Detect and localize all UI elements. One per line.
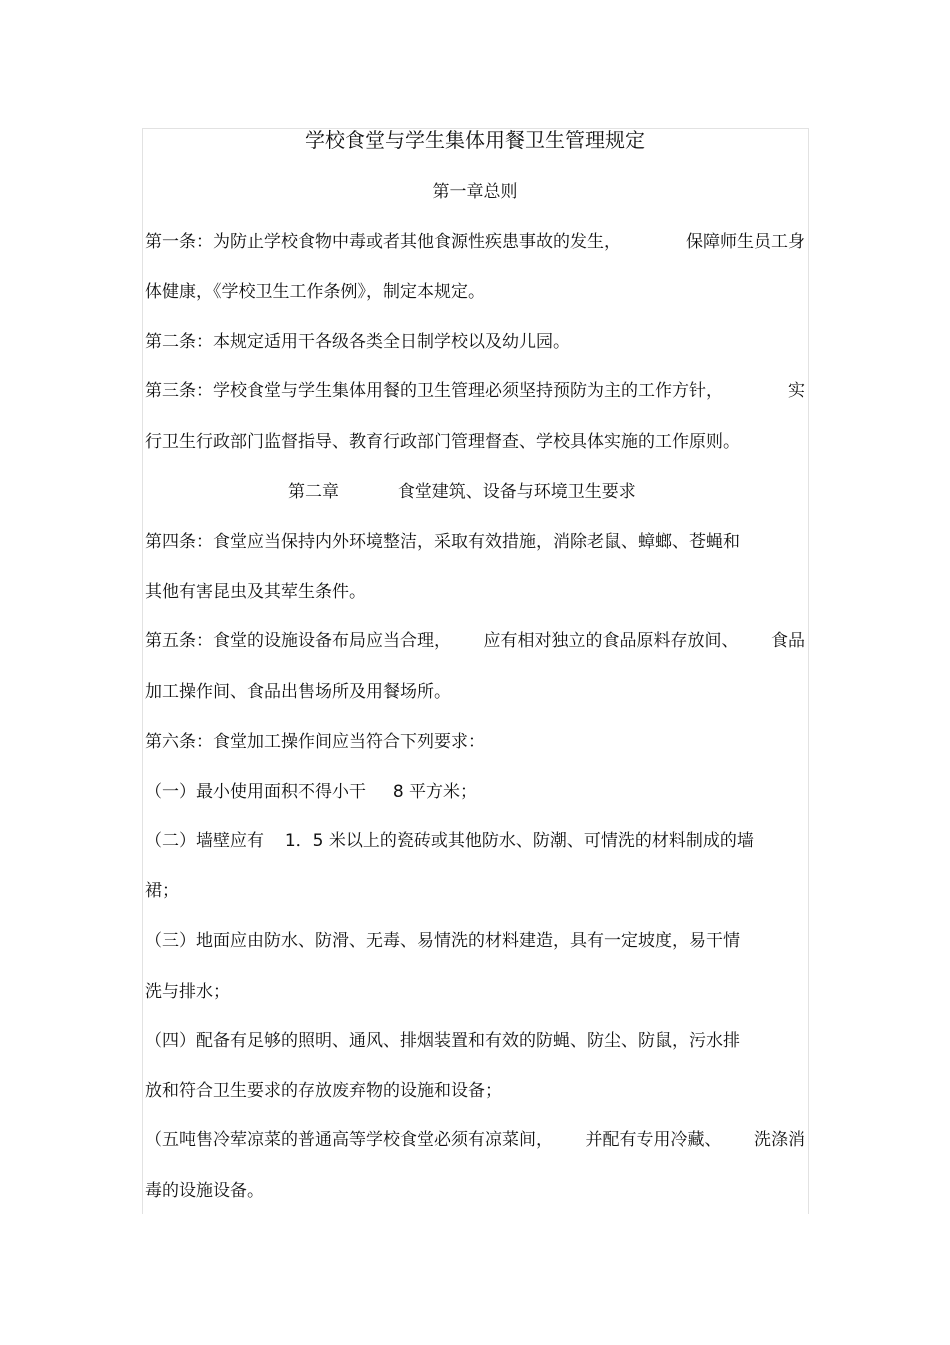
item-2-line-2: 裙；: [145, 881, 179, 901]
item-4-line-1: （四）配备有足够的照明、通风、排烟装置和有效的防蝇、防尘、防鼠，污水排: [145, 1031, 740, 1051]
article-3-text-b: 实: [788, 381, 805, 401]
item-2-line-1: [145, 829, 805, 853]
article-6: 第六条：食堂加工操作间应当符合下列要求：: [145, 732, 485, 752]
chapter-1-heading: 第一章总则: [432, 182, 518, 202]
item-3-line-2: 洗与排水；: [145, 982, 230, 1002]
article-1-line-1: [145, 230, 805, 254]
article-1-line-2: 体健康，《学校卫生工作条例》，制定本规定。: [145, 282, 485, 302]
item-2-text-a: （二）墙壁应有: [145, 831, 264, 851]
article-4-line-1: 第四条：食堂应当保持内外环境整洁，采取有效措施，消除老鼠、蟑螂、苍蝇和: [145, 532, 740, 552]
item-5-text-a: （五吨售冷荤凉菜的普通高等学校食堂必须有凉菜间，: [145, 1130, 553, 1150]
item-5-line-2: 毒的设施设备。: [145, 1181, 264, 1201]
article-1-text-b: 保障师生员工身: [686, 232, 805, 252]
article-1-text-a: 第一条：为防止学校食物中毒或者其他食源性疾患事故的发生，: [145, 232, 621, 252]
item-3-line-1: （三）地面应由防水、防滑、无毒、易情洗的材料建造，具有一定坡度，易干情: [145, 931, 740, 951]
document-title: 学校食堂与学生集体用餐卫生管理规定: [305, 128, 645, 152]
article-5-text-b: 应有相对独立的食品原料存放间、: [483, 631, 739, 651]
item-5-text-b: 并配有专用冷藏、: [585, 1130, 722, 1150]
item-4-line-2: 放和符合卫生要求的存放废弃物的设施和设备；: [145, 1081, 502, 1101]
chapter-2-title: 食堂建筑、设备与环境卫生要求: [397, 482, 636, 502]
item-5-line-1: [145, 1128, 805, 1152]
article-3-text-a: 第三条：学校食堂与学生集体用餐的卫生管理必须坚持预防为主的工作方针，: [145, 381, 723, 401]
article-5-text-a: 第五条：食堂的设施设备布局应当合理，: [145, 631, 451, 651]
item-1: [145, 780, 805, 804]
article-5-line-1: [145, 629, 805, 653]
article-3-line-1: [145, 379, 805, 403]
article-5-line-2: 加工操作间、食品出售场所及用餐场所。: [145, 682, 451, 702]
item-5-text-c: 洗涤消: [754, 1130, 805, 1150]
item-1-text-b: 8 平方米；: [392, 782, 478, 802]
article-4-line-2: 其他有害昆虫及其荤生条件。: [145, 582, 366, 602]
item-2-text-b: 1．5 米以上的瓷砖或其他防水、防潮、可情洗的材料制成的墙: [284, 831, 754, 851]
article-3-line-2: 行卫生行政部门监督指导、教育行政部门管理督查、学校具体实施的工作原则。: [145, 432, 740, 452]
article-5-text-c: 食品: [771, 631, 805, 651]
chapter-2-number: 第二章: [288, 482, 339, 502]
chapter-2-heading: [288, 480, 688, 504]
item-1-text-a: （一）最小使用面积不得小干: [145, 782, 366, 802]
article-2: 第二条：本规定适用干各级各类全日制学校以及幼儿园。: [145, 332, 570, 352]
